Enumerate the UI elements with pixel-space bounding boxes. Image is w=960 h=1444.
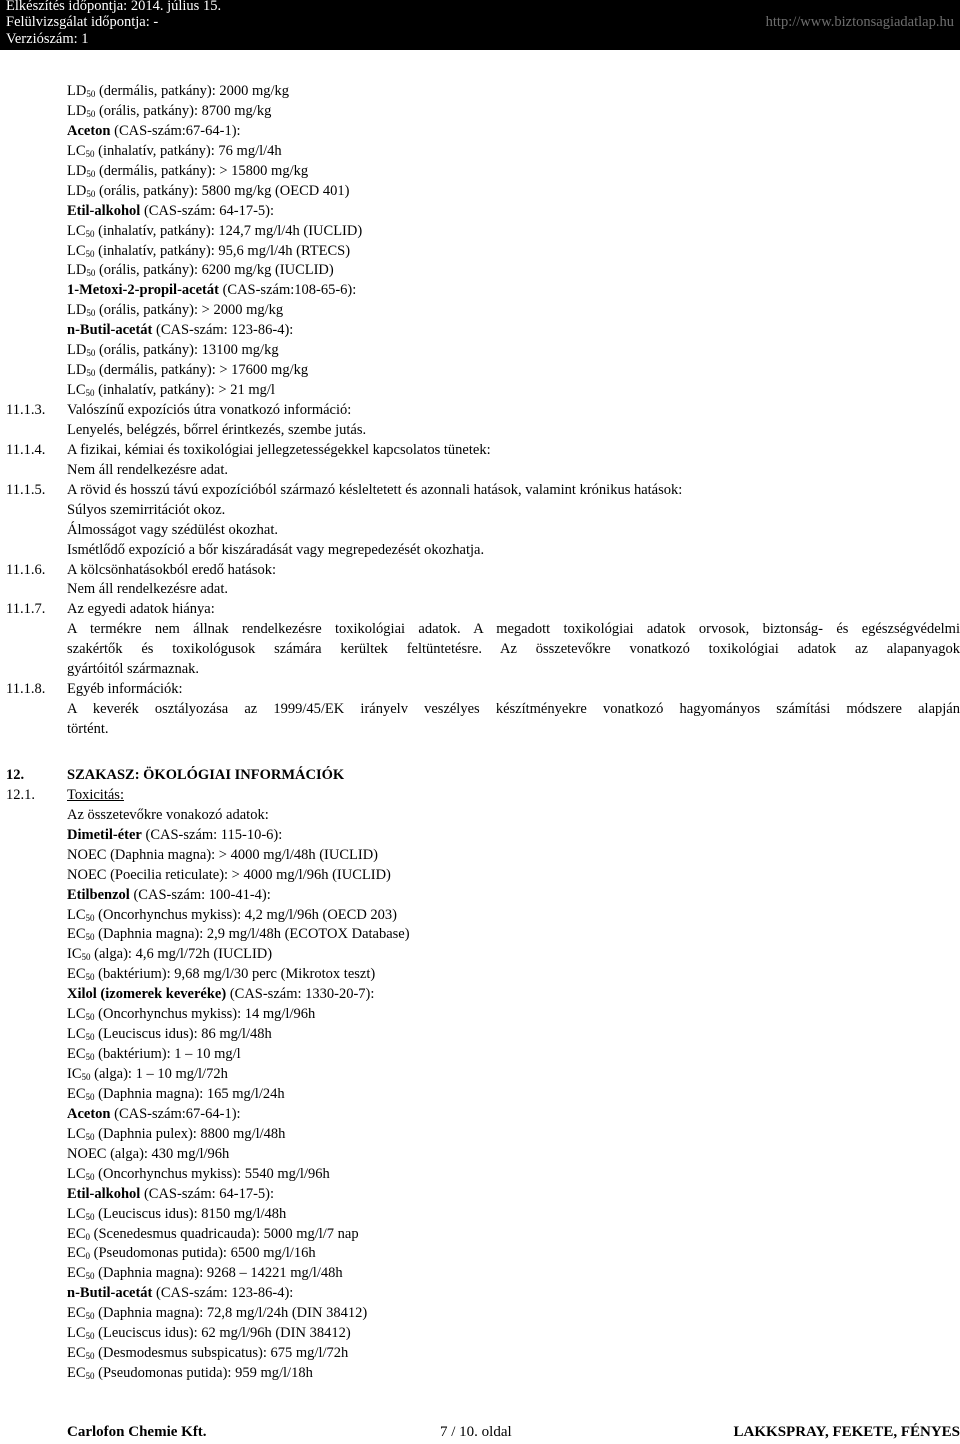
line-text — [67, 381, 960, 401]
value-abbreviation: LC — [67, 222, 86, 239]
value-subscript: 50 — [85, 228, 95, 239]
substance-name: Etil-alkohol — [67, 1185, 141, 1202]
text-line — [0, 886, 960, 906]
text-line — [0, 600, 960, 620]
line-text — [67, 1045, 960, 1065]
line-text — [67, 202, 960, 222]
line-text — [67, 461, 960, 481]
value-abbreviation: LD — [67, 162, 87, 179]
line-text — [67, 1025, 960, 1045]
value-text: (orális, patkány): 13100 mg/kg — [95, 342, 279, 359]
line-text — [67, 102, 960, 122]
value-abbreviation: LD — [67, 302, 87, 319]
paragraph-text: gyártóitól származnak. — [67, 661, 200, 678]
issue-date: Elkészítés időpontja: 2014. július 15. — [6, 0, 222, 14]
text-line — [0, 1105, 960, 1125]
substance-name: 1-Metoxi-2-propil-acetát — [67, 282, 219, 299]
text-line — [0, 925, 960, 945]
text-line — [0, 521, 960, 541]
line-text — [67, 1324, 960, 1344]
text-line — [0, 786, 960, 806]
value-subscript: 50 — [85, 388, 95, 399]
cas-number: (CAS-szám: 100-41-4): — [129, 886, 271, 903]
substance-name: Dimetil-éter — [67, 826, 142, 843]
line-text — [67, 886, 960, 906]
text-line — [0, 1304, 960, 1324]
line-text — [67, 341, 960, 361]
value-text: (Daphnia magna): 165 mg/l/24h — [94, 1085, 285, 1102]
value-abbreviation: EC — [67, 1305, 86, 1322]
line-text — [67, 766, 960, 786]
line-text — [67, 1085, 960, 1105]
paragraph-text: NOEC (alga): 430 mg/l/96h — [67, 1145, 230, 1162]
line-text — [67, 162, 960, 182]
page-number: 7 / 10. oldal — [440, 1424, 512, 1440]
text-line — [0, 102, 960, 122]
line-text — [67, 441, 960, 461]
text-line — [0, 1344, 960, 1364]
cas-number: (CAS-szám: 64-17-5): — [140, 202, 275, 219]
cas-number: (CAS-szám:67-64-1): — [110, 1105, 241, 1122]
line-text — [67, 1264, 960, 1284]
value-text: (Scenedesmus quadricauda): 5000 mg/l/7 nap — [90, 1225, 359, 1242]
paragraph-text: Az egyedi adatok hiánya: — [67, 601, 215, 618]
value-text: (orális, patkány): 5800 mg/kg (OECD 401) — [95, 182, 350, 199]
item-number: 11.1.3. — [6, 402, 46, 418]
substance-name: Etil-alkohol — [67, 202, 141, 219]
item-number: 11.1.4. — [6, 441, 46, 458]
text-line — [0, 806, 960, 826]
line-text — [67, 1225, 960, 1245]
version-number: Verziószám: 1 — [6, 31, 89, 47]
line-text — [67, 242, 960, 262]
line-text — [67, 182, 960, 202]
paragraph-text: Nem áll rendelkezésre adat. — [67, 581, 229, 598]
line-text — [67, 401, 960, 421]
text-line — [0, 720, 960, 740]
value-subscript: 50 — [85, 972, 95, 983]
text-line — [0, 281, 960, 301]
text-line — [0, 1264, 960, 1284]
paragraph-text: Súlyos szemirritációt okoz. — [67, 501, 226, 518]
value-abbreviation: LD — [67, 182, 87, 199]
value-abbreviation: IC — [67, 946, 82, 963]
document-footer — [0, 1424, 960, 1444]
substance-name: Aceton — [67, 1105, 111, 1122]
value-abbreviation: EC — [67, 966, 86, 983]
company-name: Carlofon Chemie Kft. — [67, 1424, 207, 1440]
value-subscript: 50 — [85, 1331, 95, 1342]
substance-name: Xilol (izomerek keveréke) — [67, 986, 227, 1003]
text-line — [0, 1364, 960, 1384]
value-text: (dermális, patkány): 2000 mg/kg — [95, 83, 290, 99]
value-text: (Daphnia magna): 72,8 mg/l/24h (DIN 38412) — [94, 1305, 368, 1322]
text-line — [0, 82, 960, 102]
value-text: (Daphnia magna): 9268 – 14221 mg/l/48h — [94, 1265, 343, 1282]
text-line — [0, 680, 960, 700]
line-text — [67, 1304, 960, 1324]
line-text — [67, 680, 960, 700]
value-text: (inhalatív, patkány): 124,7 mg/l/4h (IUCLID) — [94, 222, 363, 239]
value-abbreviation: LC — [67, 1125, 86, 1142]
value-subscript: 50 — [85, 1032, 95, 1043]
value-subscript: 50 — [85, 1211, 95, 1222]
paragraph-text: történt. — [67, 721, 109, 737]
line-text — [67, 541, 960, 561]
line-text — [67, 561, 960, 581]
text-line — [0, 1324, 960, 1344]
value-abbreviation: EC — [67, 1365, 86, 1382]
text-line — [0, 1244, 960, 1264]
value-abbreviation: EC — [67, 1245, 86, 1262]
line-text — [67, 985, 960, 1005]
text-line — [0, 401, 960, 421]
value-abbreviation: LC — [67, 1026, 86, 1043]
line-text — [67, 600, 960, 620]
line-text — [67, 1244, 960, 1264]
value-text: (Daphnia pulex): 8800 mg/l/48h — [94, 1125, 286, 1142]
text-line — [0, 162, 960, 182]
text-line — [0, 381, 960, 401]
text-line — [0, 242, 960, 262]
paragraph-text: Az összetevőkre vonakozó adatok: — [67, 806, 269, 823]
value-abbreviation: LD — [67, 362, 87, 379]
document-body — [0, 82, 960, 1384]
text-line — [0, 341, 960, 361]
text-line — [0, 122, 960, 142]
text-line — [0, 846, 960, 866]
value-subscript: 50 — [81, 1072, 91, 1082]
value-subscript: 50 — [85, 1371, 95, 1382]
text-line — [0, 640, 960, 660]
value-abbreviation: LC — [67, 382, 86, 399]
line-text — [67, 261, 960, 281]
value-subscript: 50 — [86, 89, 96, 99]
paragraph-text: A kölcsönhatásokból eredő hatások: — [67, 561, 276, 578]
line-text — [67, 501, 960, 521]
line-text — [67, 1005, 960, 1025]
value-text: (Leuciscus idus): 62 mg/l/96h (DIN 38412) — [94, 1325, 351, 1342]
value-abbreviation: IC — [67, 1066, 82, 1082]
product-name: LAKKSPRAY, FEKETE, FÉNYES — [733, 1424, 960, 1440]
text-line — [0, 222, 960, 242]
text-line — [0, 866, 960, 886]
text-line — [0, 182, 960, 202]
value-abbreviation: EC — [67, 1225, 86, 1242]
value-subscript: 50 — [85, 148, 95, 159]
paragraph-text: Nem áll rendelkezésre adat. — [67, 461, 229, 478]
line-text — [67, 1185, 960, 1205]
line-text — [67, 321, 960, 341]
line-text — [67, 925, 960, 945]
value-text: (baktérium): 1 – 10 mg/l — [94, 1046, 241, 1063]
line-text — [67, 1065, 960, 1085]
cas-number: (CAS-szám: 64-17-5): — [140, 1185, 275, 1202]
line-text — [67, 122, 960, 142]
item-number: 11.1.7. — [6, 601, 46, 618]
text-line — [0, 541, 960, 561]
value-text: (inhalatív, patkány): 95,6 mg/l/4h (RTECS) — [94, 242, 351, 259]
text-line — [0, 1085, 960, 1105]
value-subscript: 50 — [85, 1091, 95, 1102]
text-line — [0, 1205, 960, 1225]
section-spacer — [0, 740, 960, 766]
line-text — [67, 361, 960, 381]
value-subscript: 50 — [86, 108, 96, 119]
value-text: (Leuciscus idus): 8150 mg/l/48h — [94, 1205, 287, 1222]
value-abbreviation: LD — [67, 83, 87, 99]
value-subscript: 50 — [85, 1311, 95, 1322]
text-line — [0, 1065, 960, 1085]
text-line — [0, 1284, 960, 1304]
value-abbreviation: LD — [67, 102, 87, 119]
line-text — [67, 1125, 960, 1145]
text-line — [0, 1185, 960, 1205]
value-abbreviation: LD — [67, 262, 87, 279]
line-text — [67, 481, 960, 501]
line-text — [67, 1165, 960, 1185]
document-header — [0, 0, 960, 50]
value-abbreviation: LC — [67, 1325, 86, 1342]
line-text — [67, 1205, 960, 1225]
line-text — [67, 620, 960, 640]
value-abbreviation: EC — [67, 1265, 86, 1282]
value-subscript: 50 — [85, 1351, 95, 1362]
value-abbreviation: LC — [67, 242, 86, 259]
text-line — [0, 660, 960, 680]
line-text — [67, 222, 960, 242]
value-subscript: 50 — [86, 368, 96, 379]
value-subscript: 50 — [86, 268, 96, 279]
line-text — [67, 580, 960, 600]
line-text — [67, 786, 960, 806]
text-line — [0, 906, 960, 926]
value-abbreviation: EC — [67, 1085, 86, 1102]
text-line — [0, 561, 960, 581]
line-text — [67, 301, 960, 321]
value-text: (inhalatív, patkány): > 21 mg/l — [94, 382, 275, 399]
text-line — [0, 481, 960, 501]
line-text — [67, 521, 960, 541]
value-text: (Pseudomonas putida): 959 mg/l/18h — [94, 1365, 313, 1382]
value-subscript: 50 — [85, 1171, 95, 1182]
paragraph-text: Valószínű expozíciós útra vonatkozó információ: — [67, 402, 352, 418]
paragraph-text: NOEC (Poecilia reticulate): > 4000 mg/l/96h (IUCLID) — [67, 866, 391, 883]
value-text: (Daphnia magna): 2,9 mg/l/48h (ECOTOX Database) — [94, 926, 410, 943]
item-number: 12.1. — [6, 786, 35, 803]
text-line — [0, 361, 960, 381]
item-number: 11.1.8. — [6, 681, 46, 698]
value-abbreviation: EC — [67, 1345, 86, 1362]
text-line — [0, 965, 960, 985]
paragraph-text: A termékre nem állnak rendelkezésre toxikológiai adatok. A megadott toxikológiai adatok orvosok, biztonság- és egészségvédelmi — [67, 621, 960, 638]
text-line — [0, 1125, 960, 1145]
value-subscript: 50 — [85, 1131, 95, 1142]
cas-number: (CAS-szám: 123-86-4): — [152, 322, 294, 339]
value-text: (Oncorhynchus mykiss): 14 mg/l/96h — [94, 1006, 316, 1023]
value-subscript: 50 — [81, 952, 91, 963]
line-text — [67, 866, 960, 886]
text-line — [0, 261, 960, 281]
value-text: (orális, patkány): > 2000 mg/kg — [95, 302, 284, 319]
line-text — [67, 660, 960, 680]
value-abbreviation: EC — [67, 926, 86, 943]
cas-number: (CAS-szám: 123-86-4): — [152, 1285, 294, 1302]
substance-name: n-Butil-acetát — [67, 322, 153, 339]
value-text: (baktérium): 9,68 mg/l/30 perc (Mikrotox teszt) — [94, 966, 376, 983]
value-subscript: 50 — [85, 1052, 95, 1063]
line-text — [67, 846, 960, 866]
subsection-title: Toxicitás: — [67, 786, 124, 803]
value-subscript: 0 — [85, 1251, 91, 1262]
line-text — [67, 1344, 960, 1364]
line-text — [67, 1364, 960, 1384]
substance-name: n-Butil-acetát — [67, 1285, 153, 1302]
line-text — [67, 142, 960, 162]
text-line — [0, 321, 960, 341]
text-line — [0, 1045, 960, 1065]
value-text: (inhalatív, patkány): 76 mg/l/4h — [94, 142, 282, 159]
paragraph-text: A fizikai, kémiai és toxikológiai jellegzetességekkel kapcsolatos tünetek: — [67, 441, 491, 458]
line-text — [67, 281, 960, 301]
value-subscript: 50 — [86, 168, 96, 179]
value-text: (Desmodesmus subspicatus): 675 mg/l/72h — [94, 1345, 349, 1362]
substance-name: Etilbenzol — [67, 886, 130, 903]
line-text — [67, 1145, 960, 1165]
text-line — [0, 1165, 960, 1185]
substance-name: Aceton — [67, 122, 111, 139]
line-text — [67, 1284, 960, 1304]
text-line — [0, 441, 960, 461]
value-abbreviation: LD — [67, 342, 87, 359]
line-text — [67, 421, 960, 441]
line-text — [67, 945, 960, 965]
text-line — [0, 421, 960, 441]
text-line — [0, 202, 960, 222]
paragraph-text: NOEC (Daphnia magna): > 4000 mg/l/48h (IUCLID) — [67, 846, 379, 863]
text-line — [0, 501, 960, 521]
paragraph-text: Ismétlődő expozíció a bőr kiszáradását vagy megrepedezését okozhatja. — [67, 541, 485, 558]
value-subscript: 50 — [85, 1012, 95, 1023]
line-text — [67, 720, 960, 740]
line-text — [67, 1105, 960, 1125]
value-abbreviation: LC — [67, 1165, 86, 1182]
value-text: (orális, patkány): 8700 mg/kg — [95, 102, 272, 119]
value-abbreviation: LC — [67, 142, 86, 159]
line-text — [67, 965, 960, 985]
paragraph-text: A rövid és hosszú távú expozícióból származó késleltetett és azonnali hatások, valamint krónikus hatások: — [67, 481, 683, 498]
value-text: (dermális, patkány): > 15800 mg/kg — [95, 162, 309, 179]
website-url[interactable]: http://www.biztonsagiadatlap.hu — [765, 14, 954, 30]
paragraph-text: Lenyelés, belégzés, bőrrel érintkezés, szembe jutás. — [67, 421, 367, 438]
paragraph-text: A keverék osztályozása az 1999/45/EK irányelv veszélyes készítményekre vonatkozó hagyományos számítási módszere alapján — [67, 701, 960, 718]
line-text — [67, 806, 960, 826]
cas-number: (CAS-szám: 1330-20-7): — [226, 986, 375, 1003]
value-text: (Leuciscus idus): 86 mg/l/48h — [94, 1026, 272, 1043]
item-number: 11.1.6. — [6, 561, 46, 578]
text-line — [0, 1025, 960, 1045]
value-abbreviation: LC — [67, 1205, 86, 1222]
value-text: (orális, patkány): 6200 mg/kg (IUCLID) — [95, 262, 334, 279]
value-subscript: 50 — [86, 188, 96, 199]
item-number: 12. — [6, 766, 25, 783]
section-heading — [0, 766, 960, 786]
value-subscript: 0 — [85, 1231, 91, 1242]
line-text — [67, 640, 960, 660]
revision-date: Felülvizsgálat időpontja: - — [6, 14, 159, 30]
text-line — [0, 945, 960, 965]
value-subscript: 50 — [85, 912, 95, 923]
value-subscript: 50 — [85, 248, 95, 259]
line-text — [67, 906, 960, 926]
text-line — [0, 700, 960, 720]
text-line — [0, 826, 960, 846]
value-text: (Oncorhynchus mykiss): 5540 mg/l/96h — [94, 1165, 330, 1182]
value-abbreviation: LC — [67, 906, 86, 923]
text-line — [0, 620, 960, 640]
paragraph-text: szakértők és toxikológusok számára kerültek feltüntetésre. Az összetevőkre vonatkozó toxikológiai adatok az alapanyagok — [67, 641, 960, 658]
value-text: (alga): 4,6 mg/l/72h (IUCLID) — [90, 946, 273, 963]
value-text: (dermális, patkány): > 17600 mg/kg — [95, 362, 309, 379]
value-abbreviation: LC — [67, 1006, 86, 1023]
value-text: (Pseudomonas putida): 6500 mg/l/16h — [90, 1245, 316, 1262]
value-subscript: 50 — [86, 348, 96, 359]
value-text: (alga): 1 – 10 mg/l/72h — [90, 1066, 228, 1082]
text-line — [0, 461, 960, 481]
text-line — [0, 985, 960, 1005]
value-subscript: 50 — [85, 932, 95, 943]
cas-number: (CAS-szám:67-64-1): — [110, 122, 241, 139]
text-line — [0, 580, 960, 600]
value-subscript: 50 — [86, 308, 96, 319]
cas-number: (CAS-szám:108-65-6): — [218, 282, 357, 299]
value-subscript: 50 — [85, 1271, 95, 1282]
cas-number: (CAS-szám: 115-10-6): — [141, 826, 283, 843]
text-line — [0, 301, 960, 321]
line-text — [67, 826, 960, 846]
paragraph-text: Álmosságot vagy szédülést okozhat. — [67, 521, 279, 538]
text-line — [0, 1225, 960, 1245]
line-text — [67, 700, 960, 720]
value-abbreviation: EC — [67, 1046, 86, 1063]
value-text: (Oncorhynchus mykiss): 4,2 mg/l/96h (OECD 203) — [94, 906, 397, 923]
line-text — [67, 82, 960, 102]
text-line — [0, 142, 960, 162]
paragraph-text: Egyéb információk: — [67, 681, 183, 698]
text-line — [0, 1005, 960, 1025]
section-title: SZAKASZ: ÖKOLÓGIAI INFORMÁCIÓK — [67, 766, 345, 783]
item-number: 11.1.5. — [6, 481, 46, 498]
text-line — [0, 1145, 960, 1165]
